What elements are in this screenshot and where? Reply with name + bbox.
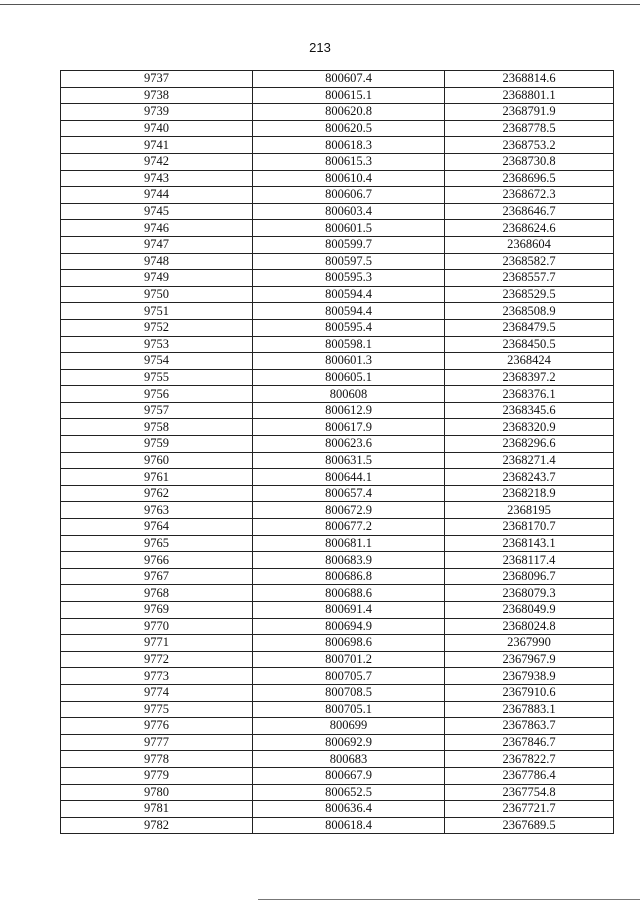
x-coordinate-cell: 800603.4 <box>253 203 445 220</box>
table-row <box>61 519 614 536</box>
table-row <box>61 767 614 784</box>
y-coordinate-cell: 2368672.3 <box>445 187 614 204</box>
x-coordinate-cell: 800618.3 <box>253 137 445 154</box>
table-row <box>61 336 614 353</box>
point-number-cell: 9761 <box>61 469 253 486</box>
point-number-cell: 9768 <box>61 585 253 602</box>
x-coordinate-cell: 800692.9 <box>253 734 445 751</box>
y-coordinate-cell: 2368582.7 <box>445 253 614 270</box>
x-coordinate-cell: 800594.4 <box>253 286 445 303</box>
table-row <box>61 402 614 419</box>
x-coordinate-cell: 800694.9 <box>253 618 445 635</box>
point-number-cell: 9773 <box>61 668 253 685</box>
point-number-cell: 9759 <box>61 436 253 453</box>
table-row <box>61 187 614 204</box>
x-coordinate-cell: 800601.5 <box>253 220 445 237</box>
x-coordinate-cell: 800677.2 <box>253 519 445 536</box>
y-coordinate-cell: 2368296.6 <box>445 436 614 453</box>
x-coordinate-cell: 800597.5 <box>253 253 445 270</box>
point-number-cell: 9738 <box>61 87 253 104</box>
table-row <box>61 469 614 486</box>
x-coordinate-cell: 800599.7 <box>253 236 445 253</box>
x-coordinate-cell: 800618.4 <box>253 817 445 834</box>
point-number-cell: 9764 <box>61 519 253 536</box>
y-coordinate-cell: 2367786.4 <box>445 767 614 784</box>
point-number-cell: 9755 <box>61 369 253 386</box>
x-coordinate-cell: 800698.6 <box>253 635 445 652</box>
table-row <box>61 71 614 88</box>
y-coordinate-cell: 2368791.9 <box>445 104 614 121</box>
y-coordinate-cell: 2367822.7 <box>445 751 614 768</box>
bottom-rule <box>258 899 640 900</box>
y-coordinate-cell: 2368143.1 <box>445 535 614 552</box>
point-number-cell: 9739 <box>61 104 253 121</box>
point-number-cell: 9740 <box>61 120 253 137</box>
point-number-cell: 9766 <box>61 552 253 569</box>
y-coordinate-cell: 2368508.9 <box>445 303 614 320</box>
point-number-cell: 9750 <box>61 286 253 303</box>
y-coordinate-cell: 2367967.9 <box>445 651 614 668</box>
y-coordinate-cell: 2368696.5 <box>445 170 614 187</box>
y-coordinate-cell: 2367846.7 <box>445 734 614 751</box>
table-row <box>61 303 614 320</box>
top-rule <box>0 4 640 5</box>
table-row <box>61 585 614 602</box>
y-coordinate-cell: 2368624.6 <box>445 220 614 237</box>
y-coordinate-cell: 2367938.9 <box>445 668 614 685</box>
table-row <box>61 137 614 154</box>
point-number-cell: 9757 <box>61 402 253 419</box>
point-number-cell: 9769 <box>61 602 253 619</box>
x-coordinate-cell: 800612.9 <box>253 402 445 419</box>
point-number-cell: 9752 <box>61 319 253 336</box>
point-number-cell: 9742 <box>61 153 253 170</box>
x-coordinate-cell: 800691.4 <box>253 602 445 619</box>
point-number-cell: 9746 <box>61 220 253 237</box>
x-coordinate-cell: 800595.4 <box>253 319 445 336</box>
table-row <box>61 120 614 137</box>
y-coordinate-cell: 2368024.8 <box>445 618 614 635</box>
point-number-cell: 9737 <box>61 71 253 88</box>
table-row <box>61 87 614 104</box>
point-number-cell: 9763 <box>61 502 253 519</box>
point-number-cell: 9770 <box>61 618 253 635</box>
table-row <box>61 452 614 469</box>
table-row <box>61 203 614 220</box>
y-coordinate-cell: 2367990 <box>445 635 614 652</box>
y-coordinate-cell: 2367863.7 <box>445 718 614 735</box>
x-coordinate-cell: 800615.3 <box>253 153 445 170</box>
point-number-cell: 9777 <box>61 734 253 751</box>
table-row <box>61 568 614 585</box>
y-coordinate-cell: 2368243.7 <box>445 469 614 486</box>
x-coordinate-cell: 800683 <box>253 751 445 768</box>
x-coordinate-cell: 800607.4 <box>253 71 445 88</box>
table-row <box>61 270 614 287</box>
y-coordinate-cell: 2368814.6 <box>445 71 614 88</box>
y-coordinate-cell: 2368271.4 <box>445 452 614 469</box>
x-coordinate-cell: 800688.6 <box>253 585 445 602</box>
point-number-cell: 9747 <box>61 236 253 253</box>
table-row <box>61 784 614 801</box>
table-row <box>61 436 614 453</box>
table-row <box>61 552 614 569</box>
x-coordinate-cell: 800701.2 <box>253 651 445 668</box>
x-coordinate-cell: 800644.1 <box>253 469 445 486</box>
x-coordinate-cell: 800705.7 <box>253 668 445 685</box>
y-coordinate-cell: 2367721.7 <box>445 801 614 818</box>
table-row <box>61 153 614 170</box>
table-row <box>61 220 614 237</box>
point-number-cell: 9758 <box>61 419 253 436</box>
y-coordinate-cell: 2368345.6 <box>445 402 614 419</box>
x-coordinate-cell: 800699 <box>253 718 445 735</box>
y-coordinate-cell: 2368376.1 <box>445 386 614 403</box>
y-coordinate-cell: 2368801.1 <box>445 87 614 104</box>
page-number: 213 <box>309 40 331 55</box>
point-number-cell: 9754 <box>61 353 253 370</box>
y-coordinate-cell: 2367883.1 <box>445 701 614 718</box>
x-coordinate-cell: 800615.1 <box>253 87 445 104</box>
x-coordinate-cell: 800595.3 <box>253 270 445 287</box>
point-number-cell: 9762 <box>61 485 253 502</box>
x-coordinate-cell: 800620.5 <box>253 120 445 137</box>
x-coordinate-cell: 800617.9 <box>253 419 445 436</box>
point-number-cell: 9775 <box>61 701 253 718</box>
x-coordinate-cell: 800672.9 <box>253 502 445 519</box>
x-coordinate-cell: 800652.5 <box>253 784 445 801</box>
y-coordinate-cell: 2368397.2 <box>445 369 614 386</box>
point-number-cell: 9781 <box>61 801 253 818</box>
x-coordinate-cell: 800708.5 <box>253 684 445 701</box>
y-coordinate-cell: 2368049.9 <box>445 602 614 619</box>
y-coordinate-cell: 2368557.7 <box>445 270 614 287</box>
point-number-cell: 9744 <box>61 187 253 204</box>
y-coordinate-cell: 2368730.8 <box>445 153 614 170</box>
table-row <box>61 751 614 768</box>
table-row <box>61 419 614 436</box>
table-row <box>61 319 614 336</box>
x-coordinate-cell: 800683.9 <box>253 552 445 569</box>
table-row <box>61 369 614 386</box>
table-row <box>61 535 614 552</box>
point-number-cell: 9760 <box>61 452 253 469</box>
y-coordinate-cell: 2368424 <box>445 353 614 370</box>
point-number-cell: 9782 <box>61 817 253 834</box>
y-coordinate-cell: 2368604 <box>445 236 614 253</box>
y-coordinate-cell: 2367689.5 <box>445 817 614 834</box>
point-number-cell: 9753 <box>61 336 253 353</box>
point-number-cell: 9765 <box>61 535 253 552</box>
table-row <box>61 104 614 121</box>
point-number-cell: 9749 <box>61 270 253 287</box>
x-coordinate-cell: 800686.8 <box>253 568 445 585</box>
x-coordinate-cell: 800705.1 <box>253 701 445 718</box>
table-row <box>61 286 614 303</box>
point-number-cell: 9774 <box>61 684 253 701</box>
table-row <box>61 602 614 619</box>
x-coordinate-cell: 800608 <box>253 386 445 403</box>
x-coordinate-cell: 800667.9 <box>253 767 445 784</box>
point-number-cell: 9751 <box>61 303 253 320</box>
y-coordinate-cell: 2368778.5 <box>445 120 614 137</box>
x-coordinate-cell: 800605.1 <box>253 369 445 386</box>
point-number-cell: 9778 <box>61 751 253 768</box>
x-coordinate-cell: 800657.4 <box>253 485 445 502</box>
y-coordinate-cell: 2368753.2 <box>445 137 614 154</box>
x-coordinate-cell: 800594.4 <box>253 303 445 320</box>
point-number-cell: 9779 <box>61 767 253 784</box>
table-row <box>61 734 614 751</box>
y-coordinate-cell: 2367754.8 <box>445 784 614 801</box>
y-coordinate-cell: 2368079.3 <box>445 585 614 602</box>
y-coordinate-cell: 2368646.7 <box>445 203 614 220</box>
table-row <box>61 170 614 187</box>
table-row <box>61 817 614 834</box>
point-number-cell: 9743 <box>61 170 253 187</box>
coordinates-table-body <box>61 71 614 834</box>
table-row <box>61 635 614 652</box>
table-row <box>61 386 614 403</box>
y-coordinate-cell: 2368450.5 <box>445 336 614 353</box>
x-coordinate-cell: 800681.1 <box>253 535 445 552</box>
point-number-cell: 9767 <box>61 568 253 585</box>
y-coordinate-cell: 2368529.5 <box>445 286 614 303</box>
table-row <box>61 718 614 735</box>
table-row <box>61 253 614 270</box>
coordinates-table <box>60 70 614 834</box>
table-row <box>61 801 614 818</box>
x-coordinate-cell: 800598.1 <box>253 336 445 353</box>
y-coordinate-cell: 2368218.9 <box>445 485 614 502</box>
y-coordinate-cell: 2368479.5 <box>445 319 614 336</box>
x-coordinate-cell: 800620.8 <box>253 104 445 121</box>
point-number-cell: 9772 <box>61 651 253 668</box>
table-row <box>61 701 614 718</box>
y-coordinate-cell: 2367910.6 <box>445 684 614 701</box>
x-coordinate-cell: 800606.7 <box>253 187 445 204</box>
point-number-cell: 9745 <box>61 203 253 220</box>
x-coordinate-cell: 800631.5 <box>253 452 445 469</box>
table-row <box>61 236 614 253</box>
table-row <box>61 502 614 519</box>
x-coordinate-cell: 800610.4 <box>253 170 445 187</box>
point-number-cell: 9756 <box>61 386 253 403</box>
table-row <box>61 485 614 502</box>
table-row <box>61 353 614 370</box>
point-number-cell: 9748 <box>61 253 253 270</box>
y-coordinate-cell: 2368170.7 <box>445 519 614 536</box>
y-coordinate-cell: 2368320.9 <box>445 419 614 436</box>
x-coordinate-cell: 800636.4 <box>253 801 445 818</box>
point-number-cell: 9771 <box>61 635 253 652</box>
table-row <box>61 618 614 635</box>
point-number-cell: 9741 <box>61 137 253 154</box>
x-coordinate-cell: 800623.6 <box>253 436 445 453</box>
table-row <box>61 668 614 685</box>
point-number-cell: 9780 <box>61 784 253 801</box>
point-number-cell: 9776 <box>61 718 253 735</box>
x-coordinate-cell: 800601.3 <box>253 353 445 370</box>
y-coordinate-cell: 2368096.7 <box>445 568 614 585</box>
table-row <box>61 651 614 668</box>
table-row <box>61 684 614 701</box>
y-coordinate-cell: 2368195 <box>445 502 614 519</box>
y-coordinate-cell: 2368117.4 <box>445 552 614 569</box>
